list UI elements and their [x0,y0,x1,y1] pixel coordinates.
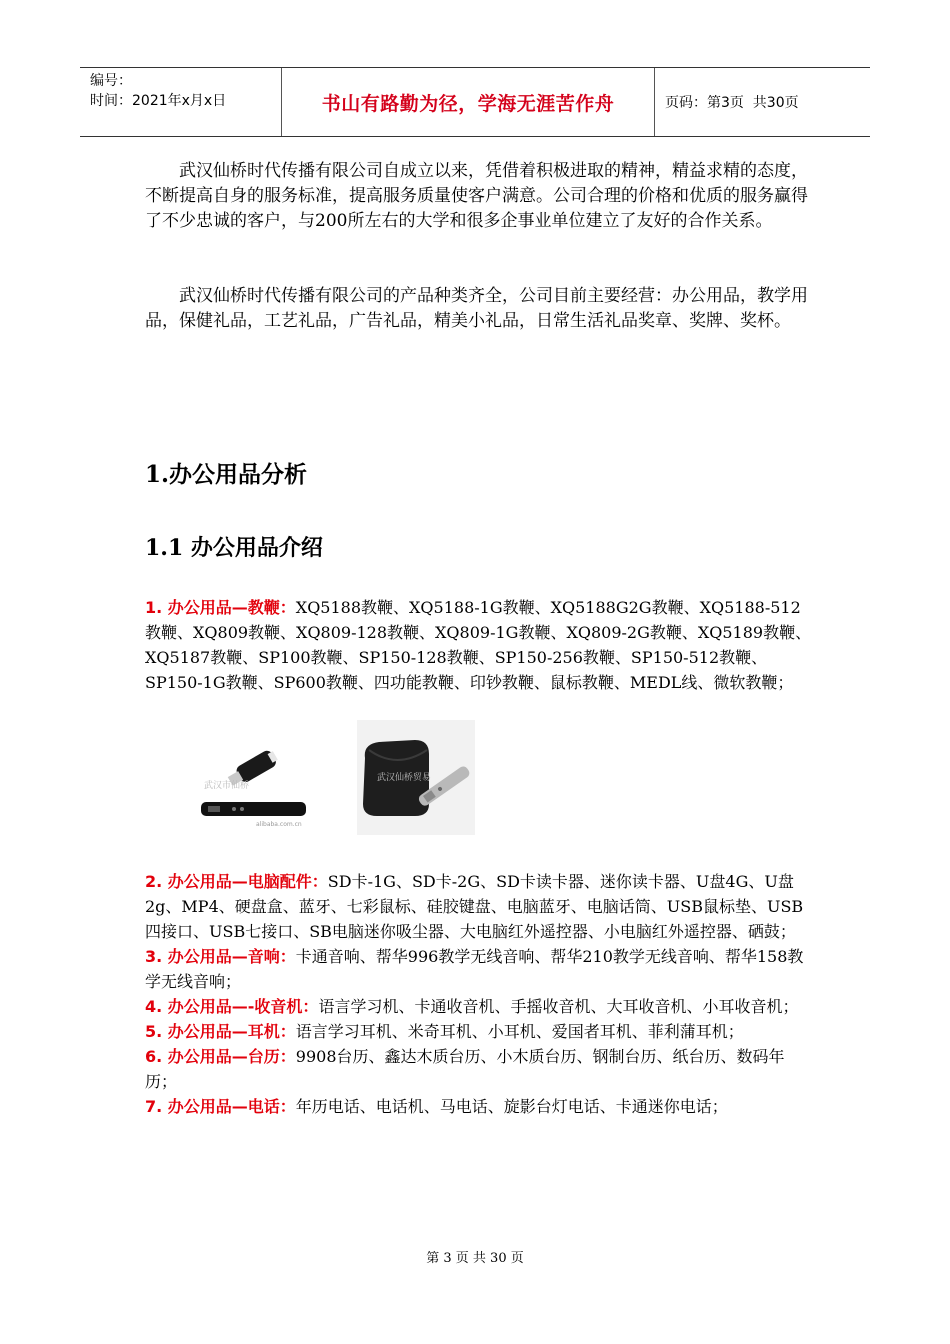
item-label: 6. 办公用品—台历： [145,1047,296,1066]
list-item [145,1019,815,1044]
item-label: 4. 办公用品—-收音机： [145,997,319,1016]
item-label: 7. 办公用品—电话： [145,1097,296,1116]
item-text: 年历电话、电话机、马电话、旋影台灯电话、卡通迷你电话； [295,1097,728,1116]
page-info-text: 页码：第3页 共30页 [665,95,799,111]
item-text: 语言学习机、卡通收音机、手摇收音机、大耳收音机、小耳收音机； [318,997,799,1016]
item-label: 1. 办公用品—教鞭： [145,598,296,617]
item-text: 9908台历、鑫达木质台历、小木质台历、钢制台历、纸台历、数码年历； [145,1047,785,1091]
item-list-bottom [145,869,815,1119]
list-item [145,944,815,994]
item-label: 3. 办公用品—音响： [145,947,296,966]
image-watermark: 武汉市仙桥 [204,781,250,791]
page-footer: 第 3 页 共 30 页 [426,1251,524,1266]
section-heading: 1.办公用品分析 [145,461,308,488]
item-label: 5. 办公用品—耳机： [145,1022,296,1041]
item-text: XQ5188教鞭、XQ5188-1G教鞭、XQ5188G2G教鞭、XQ5188-512教鞭、XQ809教鞭、XQ809-128教鞭、XQ809-1G教鞭、XQ809-2G教鞭、XQ5189教鞭、XQ5187教鞭、SP100教鞭、SP150-128教鞭、SP150-256教鞭、SP150-512教鞭、SP150-1G教鞭、SP600教鞭、四功能教鞭、印钞教鞭、鼠标教鞭、MEDL线、微软教鞭； [145,598,812,692]
page-header [80,67,870,137]
product-image-case [357,720,475,835]
item-text: 语言学习耳机、米奇耳机、小耳机、爱国者耳机、菲利蒲耳机； [295,1022,744,1041]
list-item [145,1044,815,1094]
item-list-top [145,595,815,695]
list-item [145,994,815,1019]
item-text: SD卡-1G、SD卡-2G、SD卡读卡器、迷你读卡器、U盘4G、U盘2g、MP4、硬盘盒、蓝牙、七彩鼠标、硅胶键盘、电脑蓝牙、电脑话筒、USB鼠标垫、USB四接口、USB七接口、SB电脑迷你吸尘器、大电脑红外遥控器、小电脑红外遥控器、硒鼓； [145,872,804,941]
list-item [145,595,815,695]
section-subheading: 1.1 办公用品介绍 [145,535,323,561]
image-source-text: alibaba.com.cn [256,821,302,828]
product-image-pointer [176,740,326,828]
usb-presenter-icon [176,740,326,828]
list-item [145,1094,815,1119]
number-label: 编号： [90,73,132,89]
item-text: 卡通音响、帮华996教学无线音响、帮华210教学无线音响、帮华158教学无线音响； [145,947,804,991]
time-label: 时间：2021年x月x日 [90,93,227,109]
item-label: 2. 办公用品—电脑配件： [145,872,328,891]
header-page-info [655,68,870,136]
intro-paragraph-1: 武汉仙桥时代传播有限公司自成立以来，凭借着积极进取的精神，精益求精的态度，不断提高自身的服务标准，提高服务质量使客户满意。公司合理的价格和优质的服务赢得了不少忠诚的客户，与200所左右的大学和很多企事业单位建立了友好的合作关系。 [145,161,808,231]
image-watermark: 武汉仙桥贸易 [377,773,432,783]
list-item [145,869,815,944]
intro-paragraph-2: 武汉仙桥时代传播有限公司的产品种类齐全，公司目前主要经营：办公用品，教学用品，保健礼品，工艺礼品，广告礼品，精美小礼品，日常生活礼品奖章、奖牌、奖杯。 [145,286,808,331]
header-motto: 书山有路勤为径，学海无涯苦作舟 [282,68,655,136]
header-meta [80,68,282,136]
